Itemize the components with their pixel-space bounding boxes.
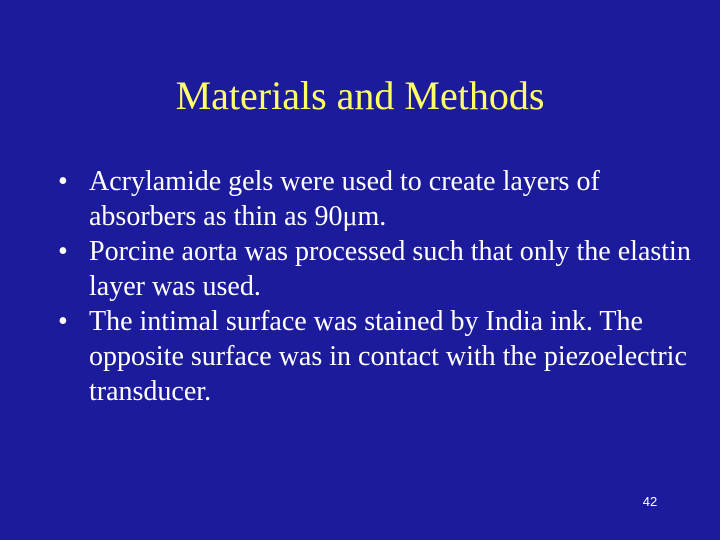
bullet-text: Porcine aorta was processed such that only the elastin layer was used. bbox=[89, 236, 691, 302]
bullet-text: The intimal surface was stained by India ink. The opposite surface was in contact with the piezoelectric transducer. bbox=[89, 306, 687, 407]
bullet-item bbox=[58, 164, 698, 234]
bullet-item bbox=[58, 234, 698, 304]
bullet-dot-icon: • bbox=[58, 236, 68, 267]
bullet-dot-icon: • bbox=[58, 166, 68, 197]
bullet-item bbox=[58, 304, 698, 409]
bullet-dot-icon: • bbox=[58, 306, 68, 337]
bullet-text: Acrylamide gels were used to create layers of absorbers as thin as 90μm. bbox=[89, 166, 600, 232]
bullet-list bbox=[58, 164, 698, 409]
page-number: 42 bbox=[642, 494, 658, 509]
slide-title: Materials and Methods bbox=[175, 73, 545, 118]
